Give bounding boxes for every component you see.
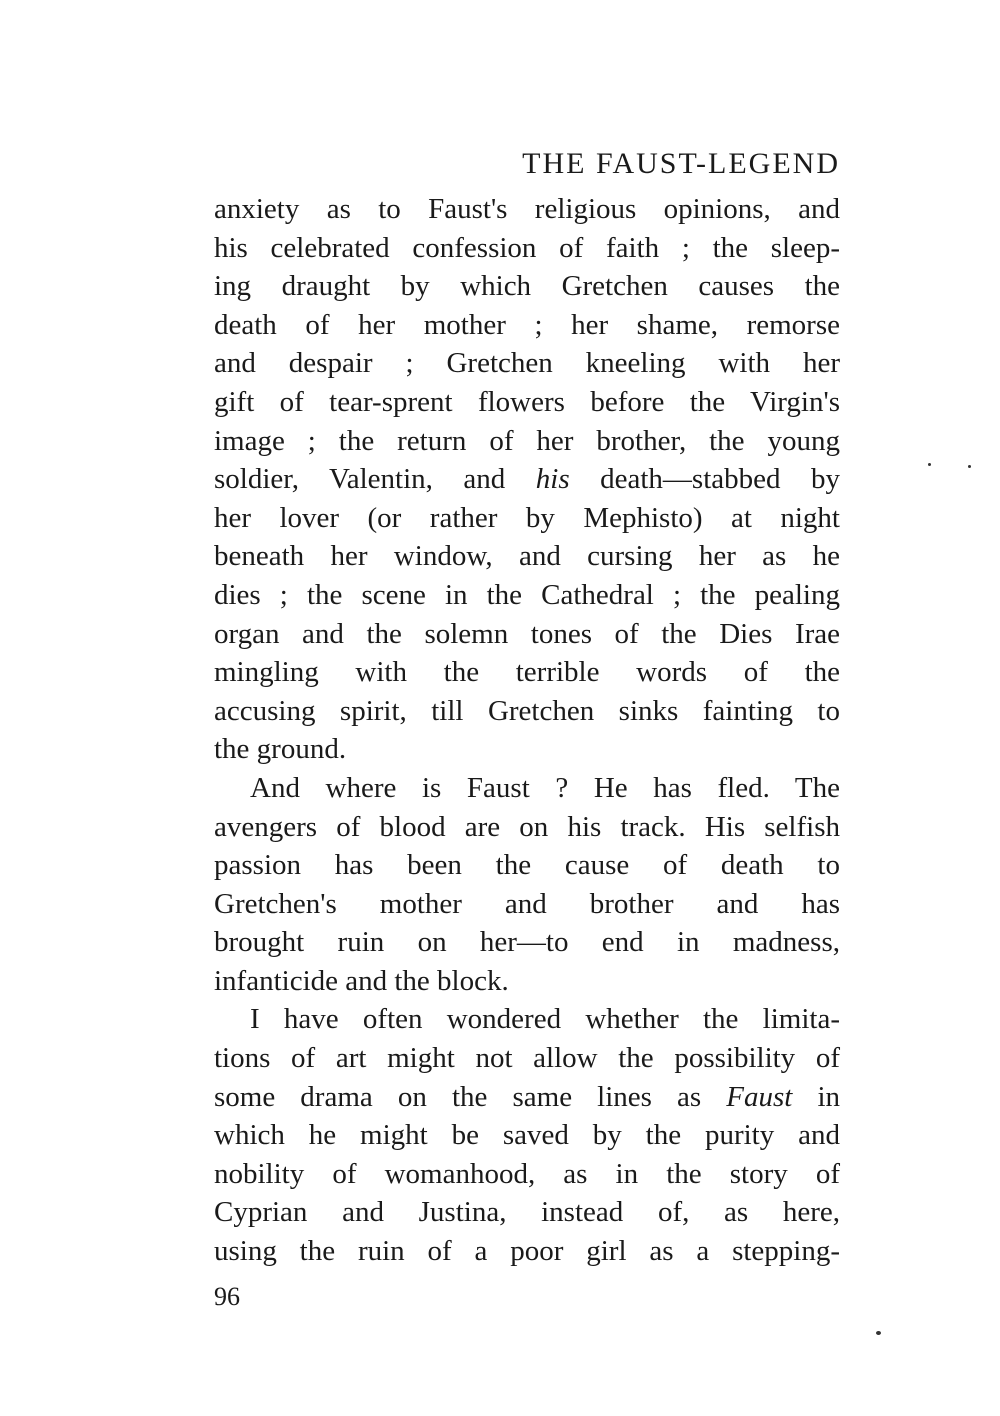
text-line: tions of art might not allow the possibility of bbox=[214, 1042, 840, 1075]
text-line: gift of tear-sprent flowers before the Virgin's bbox=[214, 385, 840, 418]
text-line: avengers of blood are on his track. His selfish bbox=[214, 810, 840, 843]
text-line: passion has been the cause of death to bbox=[214, 849, 840, 882]
text-line bbox=[214, 460, 840, 499]
text-line: which he might be saved by the purity and bbox=[214, 1119, 840, 1152]
text-line: dies ; the scene in the Cathedral ; the pealing bbox=[214, 578, 840, 611]
text-line: infanticide and the block. bbox=[214, 964, 509, 997]
text-line: death of her mother ; her shame, remorse bbox=[214, 308, 840, 341]
text-line: and despair ; Gretchen kneeling with her bbox=[214, 347, 840, 380]
text-line: accusing spirit, till Gretchen sinks fainting to bbox=[214, 694, 840, 727]
text-line: his celebrated confession of faith ; the sleep- bbox=[214, 231, 840, 264]
scan-speck bbox=[928, 463, 931, 466]
text-line: her lover (or rather by Mephisto) at night bbox=[214, 501, 840, 534]
paragraph-2 bbox=[214, 769, 840, 1001]
text-line: image ; the return of her brother, the young bbox=[214, 424, 840, 457]
paragraph-1 bbox=[214, 190, 840, 769]
text-line: And where is Faust ? He has fled. The bbox=[250, 771, 840, 804]
text-line: organ and the solemn tones of the Dies Irae bbox=[214, 617, 840, 650]
text-line: anxiety as to Faust's religious opinions, and bbox=[214, 193, 840, 225]
text-line: beneath her window, and cursing her as he bbox=[214, 540, 840, 573]
italic-word: his bbox=[535, 463, 570, 496]
text-line: I have often wondered whether the limita- bbox=[250, 1003, 840, 1036]
paragraph-3 bbox=[214, 1000, 840, 1270]
page-number: 96 bbox=[214, 1282, 240, 1311]
text-line: the ground. bbox=[214, 733, 347, 766]
scan-speck bbox=[968, 465, 971, 468]
text-line: Cyprian and Justina, instead of, as here, bbox=[214, 1196, 840, 1229]
text-line bbox=[214, 1078, 840, 1117]
text-line: brought ruin on her—to end in madness, bbox=[214, 926, 840, 959]
text-line: Gretchen's mother and brother and has bbox=[214, 887, 840, 920]
text-run: some drama on the same lines as bbox=[214, 1080, 727, 1113]
text-line: mingling with the terrible words of the bbox=[214, 656, 840, 689]
text-run: death—stabbed by bbox=[569, 463, 840, 496]
text-line: nobility of womanhood, as in the story of bbox=[214, 1157, 840, 1190]
italic-title: Faust bbox=[726, 1080, 793, 1113]
text-run: in bbox=[792, 1080, 840, 1113]
text-run: soldier, Valentin, and bbox=[214, 463, 536, 496]
scan-speck bbox=[876, 1331, 881, 1335]
text-line: ing draught by which Gretchen causes the bbox=[214, 270, 840, 303]
running-head: THE FAUST-LEGEND bbox=[522, 147, 840, 180]
body-text bbox=[214, 190, 840, 1271]
text-line: using the ruin of a poor girl as a stepping- bbox=[214, 1235, 840, 1268]
